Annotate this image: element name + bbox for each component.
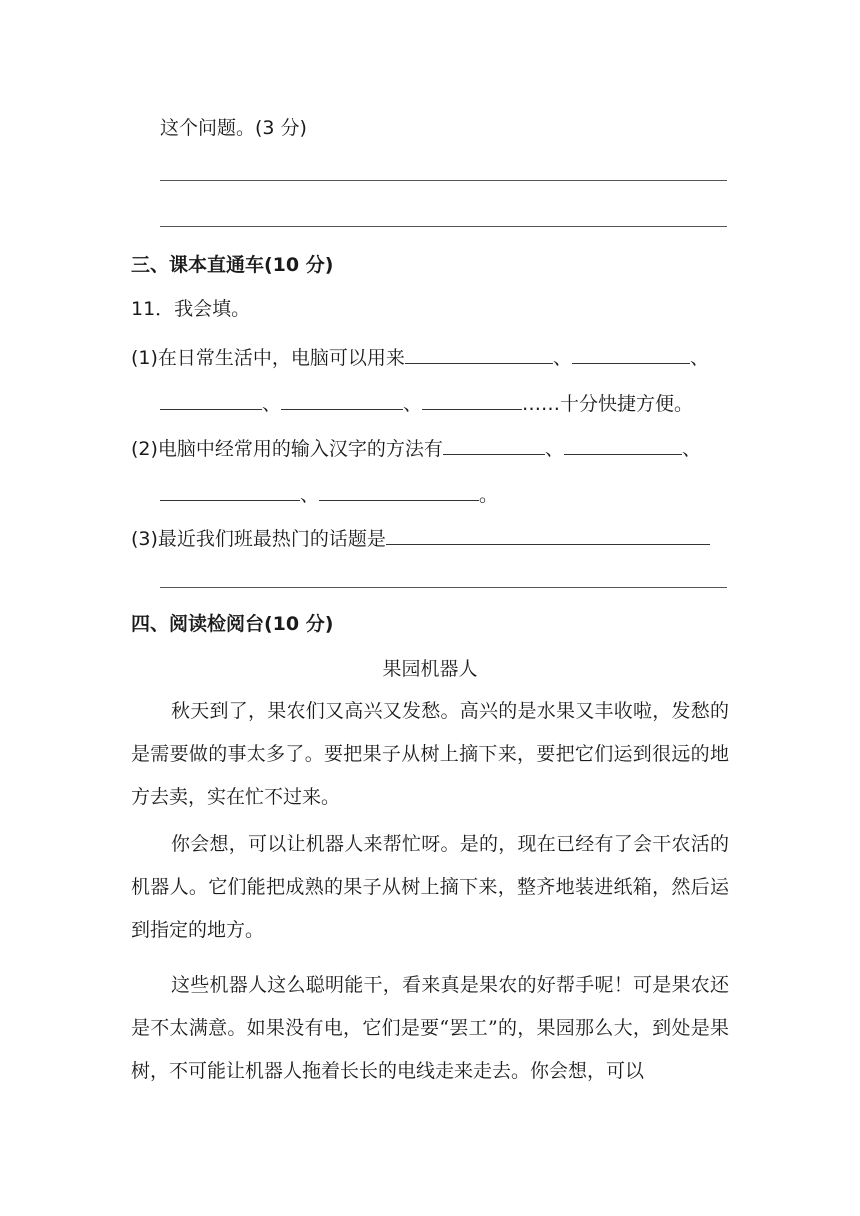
blank-2-4: [319, 480, 479, 501]
continuation-text: 这个问题。(3 分): [160, 117, 307, 139]
separator: 、: [403, 393, 423, 415]
fill-item-3-line1: [131, 524, 710, 551]
fill-item-1-line1: [131, 343, 709, 370]
item2-prefix: (2)电脑中经常用的输入汉字的方法有: [131, 438, 443, 460]
answer-line-2: [160, 226, 727, 227]
item3-prefix: (3)最近我们班最热门的话题是: [131, 528, 386, 550]
story-title: 果园机器人: [382, 658, 478, 680]
section4-heading: 四、阅读检阅台(10 分): [131, 613, 334, 635]
separator: 、: [552, 347, 572, 369]
separator: 、: [681, 438, 701, 460]
question-11: 11．我会填。: [131, 298, 251, 320]
blank-1-4: [281, 389, 403, 410]
blank-3-1: [386, 524, 710, 545]
blank-2-3: [160, 480, 300, 501]
item2-end: 。: [479, 484, 499, 506]
separator: 、: [262, 393, 282, 415]
blank-1-1: [405, 343, 553, 364]
separator: 、: [544, 438, 564, 460]
fill-item-2-line2: [160, 480, 498, 507]
answer-line-3: [160, 587, 727, 588]
blank-1-2: [572, 343, 690, 364]
separator: 、: [300, 484, 320, 506]
blank-1-3: [160, 389, 262, 410]
section3-heading: 三、课本直通车(10 分): [131, 254, 334, 276]
separator: 、: [689, 347, 709, 369]
story-paragraph-3: 这些机器人这么聪明能干，看来真是果农的好帮手呢！可是果农还是不太满意。如果没有电，它们是要“罢工”的，果园那么大，到处是果树，不可能让机器人拖着长长的电线走来走去。你会想，可以: [131, 974, 729, 1082]
fill-item-1-line2: [160, 389, 693, 416]
blank-1-5: [422, 389, 522, 410]
answer-line-1: [160, 180, 727, 181]
story-paragraph-1: 秋天到了，果农们又高兴又发愁。高兴的是水果又丰收啦，发愁的是需要做的事太多了。要把果子从树上摘下来，要把它们运到很远的地方去卖，实在忙不过来。: [131, 700, 729, 808]
fill-item-2-line1: [131, 434, 701, 461]
blank-2-2: [564, 434, 682, 455]
item1-prefix: (1)在日常生活中，电脑可以用来: [131, 347, 405, 369]
blank-2-1: [443, 434, 545, 455]
story-paragraph-2: 你会想，可以让机器人来帮忙呀。是的，现在已经有了会干农活的机器人。它们能把成熟的果子从树上摘下来，整齐地装进纸箱，然后运到指定的地方。: [131, 833, 729, 941]
item1-suffix: ……十分快捷方便。: [522, 393, 694, 415]
